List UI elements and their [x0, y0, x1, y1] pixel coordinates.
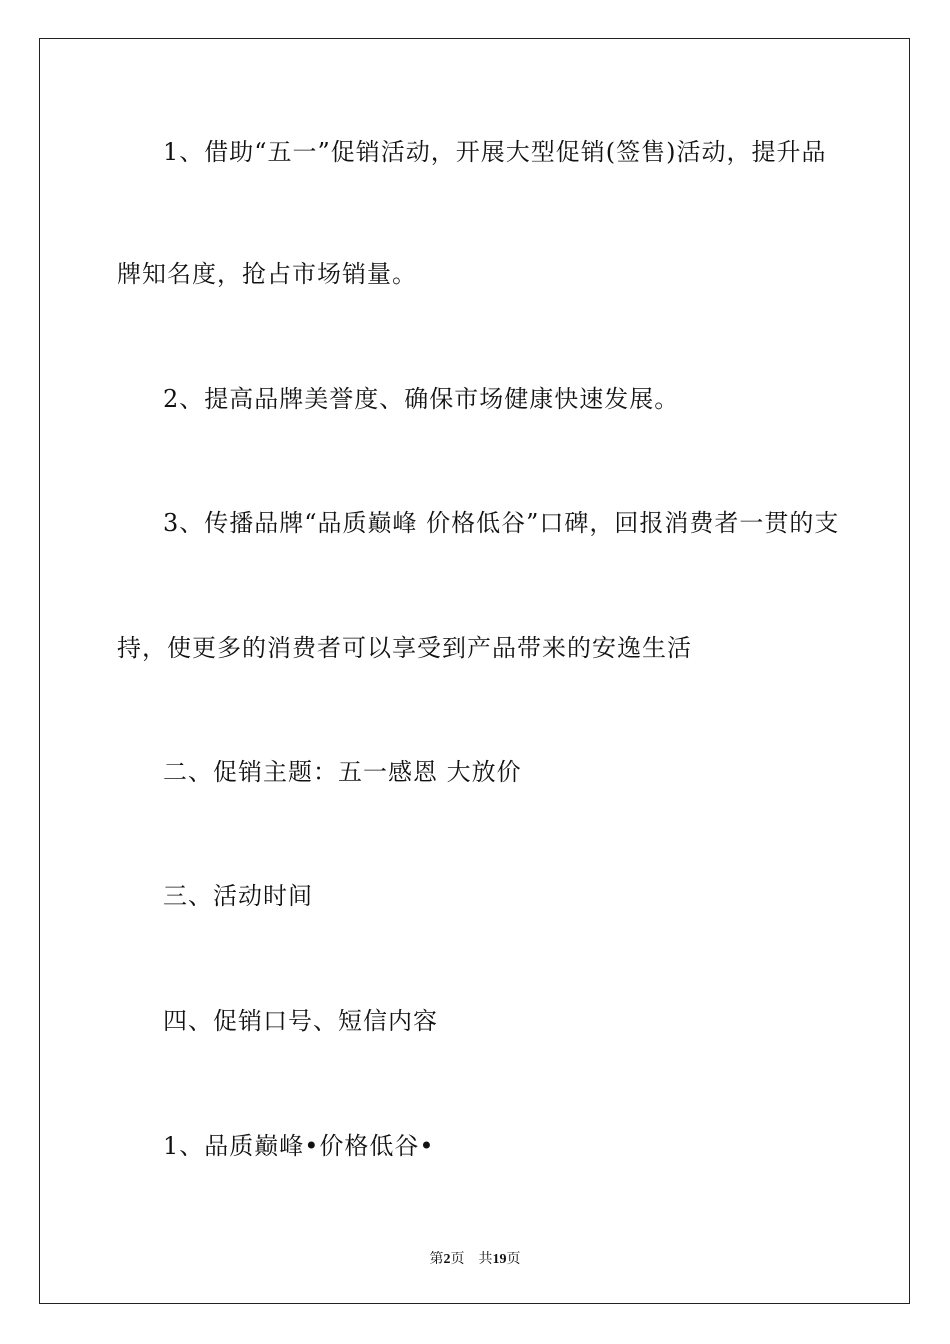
section-heading-time: 三、活动时间: [163, 882, 313, 910]
page-footer: [0, 1248, 950, 1268]
section-heading-slogan: 四、促销口号、短信内容: [163, 1007, 438, 1035]
footer-page-current: 2: [443, 1252, 451, 1267]
paragraph-line-2: 牌知名度，抢占市场销量。: [117, 260, 417, 288]
footer-total-suffix: 页: [506, 1252, 521, 1267]
paragraph-line-9: 1、品质巅峰•价格低谷•: [163, 1132, 435, 1160]
footer-page-suffix: 页: [450, 1252, 465, 1267]
footer-page-prefix: 第: [429, 1252, 444, 1267]
paragraph-line-5: 持，使更多的消费者可以享受到产品带来的安逸生活: [117, 634, 692, 662]
paragraph-line-1: 1、借助“五一”促销活动，开展大型促销(签售)活动，提升品: [163, 138, 827, 166]
paragraph-line-4: 3、传播品牌“品质巅峰 价格低谷”口碑，回报消费者一贯的支: [163, 509, 840, 537]
page-frame: [39, 38, 910, 1304]
section-heading-theme: 二、促销主题：五一感恩 大放价: [163, 758, 522, 786]
footer-total-prefix: 共: [478, 1252, 493, 1267]
paragraph-line-3: 2、提高品牌美誉度、确保市场健康快速发展。: [163, 385, 680, 413]
footer-page-total: 19: [492, 1252, 507, 1267]
